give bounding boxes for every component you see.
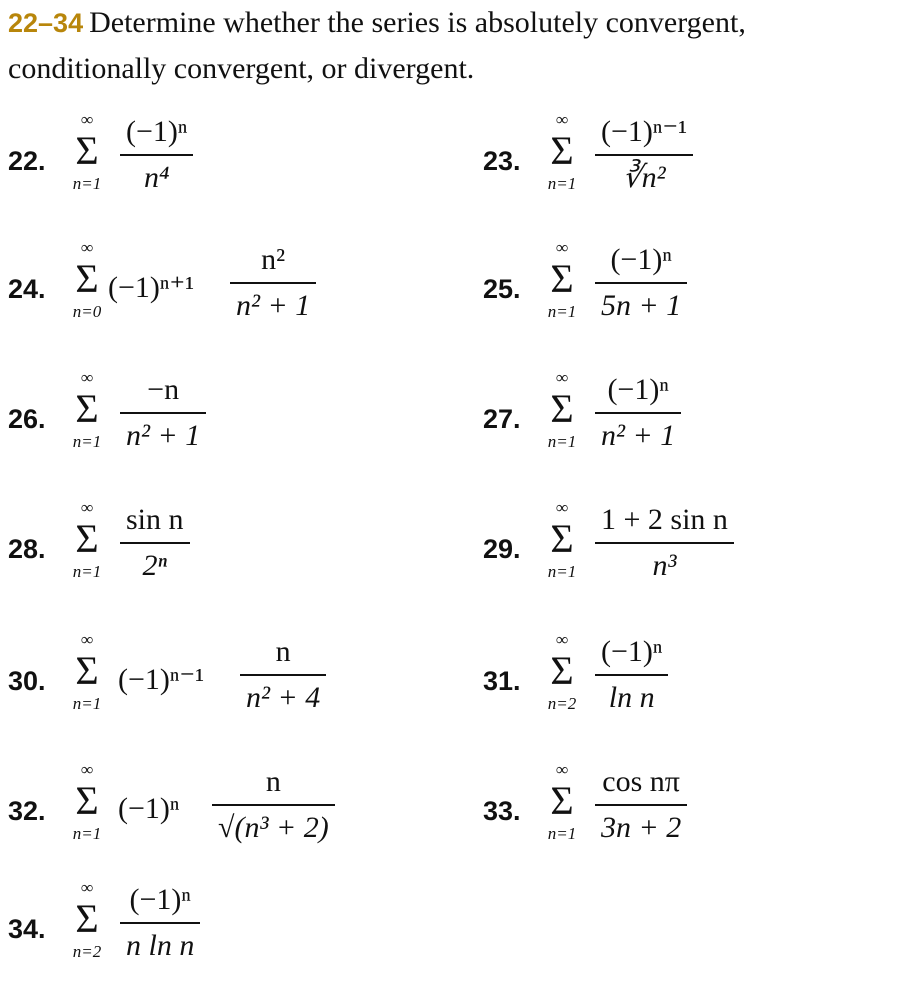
fraction <box>595 760 687 850</box>
sign-factor: (−1)ⁿ <box>118 792 180 825</box>
fraction <box>120 878 200 968</box>
problem-number: 33. <box>483 796 521 826</box>
problem-33 <box>483 758 902 868</box>
problem-number: 31. <box>483 666 521 696</box>
sigma-symbol: Σ <box>75 128 99 173</box>
problem-24 <box>8 236 428 346</box>
problem-number: 28. <box>8 534 46 564</box>
lower-limit: n=1 <box>72 562 102 581</box>
upper-limit: ∞ <box>80 498 94 517</box>
sigma-symbol: Σ <box>550 128 574 173</box>
fraction <box>595 630 668 720</box>
problem-number: 23. <box>483 146 521 176</box>
sign-factor: (−1)ⁿ⁻¹ <box>118 663 205 696</box>
problem-27 <box>483 366 902 476</box>
upper-limit: ∞ <box>555 498 569 517</box>
numerator: (−1)ⁿ <box>601 635 663 668</box>
numerator: n <box>275 635 291 668</box>
sigma-symbol: Σ <box>550 256 574 301</box>
upper-limit: ∞ <box>80 368 94 387</box>
numerator: sin n <box>126 503 184 536</box>
denominator: 3n + 2 <box>601 810 682 844</box>
exercise-range: 22–34 <box>8 8 84 38</box>
lower-limit: n=1 <box>547 302 577 321</box>
denominator: 5n + 1 <box>601 288 682 322</box>
lower-limit: n=2 <box>547 694 577 713</box>
sigma-symbol: Σ <box>75 648 99 693</box>
fraction <box>240 630 326 720</box>
lower-limit: n=1 <box>72 694 102 713</box>
denominator: n³ <box>652 548 677 582</box>
problem-28 <box>8 496 428 606</box>
problem-number: 34. <box>8 914 46 944</box>
lower-limit: n=1 <box>72 432 102 451</box>
denominator: ln n <box>608 680 655 714</box>
numerator: (−1)ⁿ⁻¹ <box>601 115 688 148</box>
instructions-text: Determine whether the series is absolutely convergent, conditionally convergent, or divergent. <box>8 6 746 85</box>
problem-number: 29. <box>483 534 521 564</box>
sigma-symbol: Σ <box>75 256 99 301</box>
upper-limit: ∞ <box>555 110 569 129</box>
denominator: n ln n <box>126 928 195 962</box>
denominator: n² + 1 <box>601 418 676 452</box>
lower-limit: n=1 <box>72 824 102 843</box>
numerator: n² <box>261 243 286 276</box>
lower-limit: n=1 <box>72 174 102 193</box>
numerator: (−1)ⁿ <box>607 373 669 406</box>
numerator: n <box>265 765 281 798</box>
denominator: ∛n² <box>622 160 666 194</box>
sigma-symbol: Σ <box>550 516 574 561</box>
upper-limit: ∞ <box>555 630 569 649</box>
numerator: cos nπ <box>602 765 680 798</box>
upper-limit: ∞ <box>555 760 569 779</box>
instructions-header <box>8 0 898 92</box>
sigma-symbol: Σ <box>550 386 574 431</box>
numerator: (−1)ⁿ <box>610 243 672 276</box>
fraction <box>230 238 316 328</box>
problem-22 <box>8 108 428 218</box>
numerator: 1 + 2 sin n <box>601 503 728 536</box>
denominator: n² + 1 <box>236 288 311 322</box>
fraction <box>595 110 693 200</box>
lower-limit: n=1 <box>547 824 577 843</box>
problem-26 <box>8 366 428 476</box>
upper-limit: ∞ <box>80 878 94 897</box>
problem-31 <box>483 628 902 738</box>
upper-limit: ∞ <box>555 368 569 387</box>
denominator: n² + 1 <box>126 418 201 452</box>
problem-25 <box>483 236 902 346</box>
upper-limit: ∞ <box>80 630 94 649</box>
problem-number: 22. <box>8 146 46 176</box>
denominator: √(n³ + 2) <box>218 810 329 844</box>
upper-limit: ∞ <box>80 238 94 257</box>
numerator: (−1)ⁿ <box>126 115 188 148</box>
fraction <box>595 238 687 328</box>
upper-limit: ∞ <box>80 110 94 129</box>
upper-limit: ∞ <box>555 238 569 257</box>
sigma-symbol: Σ <box>75 778 99 823</box>
problem-number: 24. <box>8 274 46 304</box>
problem-32 <box>8 758 428 868</box>
sigma-symbol: Σ <box>75 386 99 431</box>
fraction <box>595 498 734 588</box>
lower-limit: n=1 <box>547 432 577 451</box>
problem-number: 32. <box>8 796 46 826</box>
sign-factor: (−1)ⁿ⁺¹ <box>108 271 195 304</box>
fraction <box>120 110 193 200</box>
lower-limit: n=1 <box>547 562 577 581</box>
sigma-symbol: Σ <box>75 896 99 941</box>
denominator: 2ⁿ <box>142 548 167 582</box>
sigma-symbol: Σ <box>75 516 99 561</box>
lower-limit: n=1 <box>547 174 577 193</box>
sigma-symbol: Σ <box>550 778 574 823</box>
problem-number: 26. <box>8 404 46 434</box>
lower-limit: n=0 <box>72 302 102 321</box>
upper-limit: ∞ <box>80 760 94 779</box>
denominator: n² + 4 <box>246 680 321 714</box>
lower-limit: n=2 <box>72 942 102 961</box>
problem-30 <box>8 628 428 738</box>
denominator: n⁴ <box>143 160 170 194</box>
fraction <box>595 368 681 458</box>
fraction <box>120 368 206 458</box>
problem-29 <box>483 496 902 606</box>
sigma-symbol: Σ <box>550 648 574 693</box>
numerator: −n <box>147 373 180 406</box>
numerator: (−1)ⁿ <box>129 883 191 916</box>
problem-number: 27. <box>483 404 521 434</box>
problem-34 <box>8 876 428 986</box>
fraction <box>120 498 190 588</box>
fraction <box>212 760 335 850</box>
problem-number: 30. <box>8 666 46 696</box>
problem-number: 25. <box>483 274 521 304</box>
problem-23 <box>483 108 902 218</box>
